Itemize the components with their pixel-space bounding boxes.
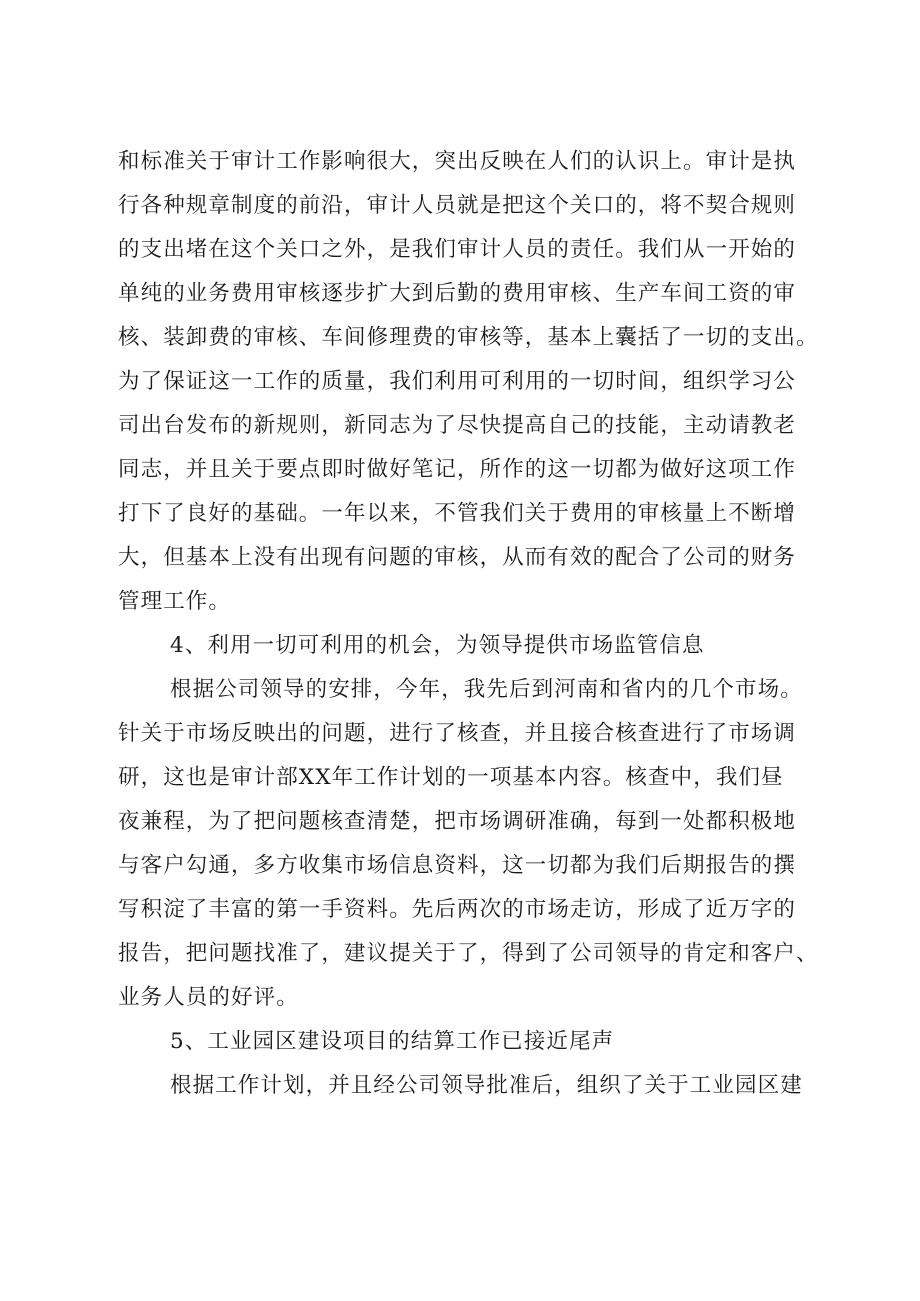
- section-heading: 5、工业园区建设项目的结算工作已接近尾声: [170, 1029, 615, 1054]
- text-line: 行各种规章制度的前沿，审计人员就是把这个关口的，将不契合规则: [118, 193, 797, 218]
- text-line: 的支出堵在这个关口之外，是我们审计人员的责任。我们从一开始的: [118, 237, 797, 262]
- text-line: 夜兼程，为了把问题核查清楚，把市场调研准确，每到一处都积极地: [118, 809, 797, 834]
- text-line: 司出台发布的新规则，新同志为了尽快提高自己的技能，主动请教老: [118, 413, 797, 438]
- paragraph-first-line: 根据工作计划，并且经公司领导批准后，组织了关于工业园区建: [170, 1073, 803, 1098]
- paragraph-first-line: 根据公司领导的安排，今年，我先后到河南和省内的几个市场。: [170, 677, 803, 702]
- text-line: 为了保证这一工作的质量，我们利用可利用的一切时间，组织学习公: [118, 369, 797, 394]
- text-line: 与客户勾通，多方收集市场信息资料，这一切都为我们后期报告的撰: [118, 853, 797, 878]
- text-line: 报告，把问题找准了，建议提关于了，得到了公司领导的肯定和客户、: [118, 941, 819, 966]
- text-line: 管理工作。: [118, 589, 232, 614]
- text-line: 大，但基本上没有出现有问题的审核，从而有效的配合了公司的财务: [118, 545, 797, 570]
- text-line: 单纯的业务费用审核逐步扩大到后勤的费用审核、生产车间工资的审: [118, 281, 797, 306]
- document-body: [118, 140, 819, 1108]
- text-line: 同志，并且关于要点即时做好笔记，所作的这一切都为做好这项工作: [118, 457, 797, 482]
- text-line: 和标准关于审计工作影响很大，突出反映在人们的认识上。审计是执: [118, 149, 797, 174]
- text-line: 针关于市场反映出的问题，进行了核查，并且接合核查进行了市场调: [118, 721, 797, 746]
- section-heading: 4、利用一切可利用的机会，为领导提供市场监管信息: [170, 633, 705, 658]
- text-line: 业务人员的好评。: [118, 985, 299, 1010]
- text-line: 核、装卸费的审核、车间修理费的审核等，基本上囊括了一切的支出。: [118, 325, 819, 350]
- text-line: 写积淀了丰富的第一手资料。先后两次的市场走访，形成了近万字的: [118, 897, 797, 922]
- text-line: 研，这也是审计部XX年工作计划的一项基本内容。核查中，我们昼: [118, 765, 784, 790]
- text-line: 打下了良好的基础。一年以来，不管我们关于费用的审核量上不断增: [118, 501, 797, 526]
